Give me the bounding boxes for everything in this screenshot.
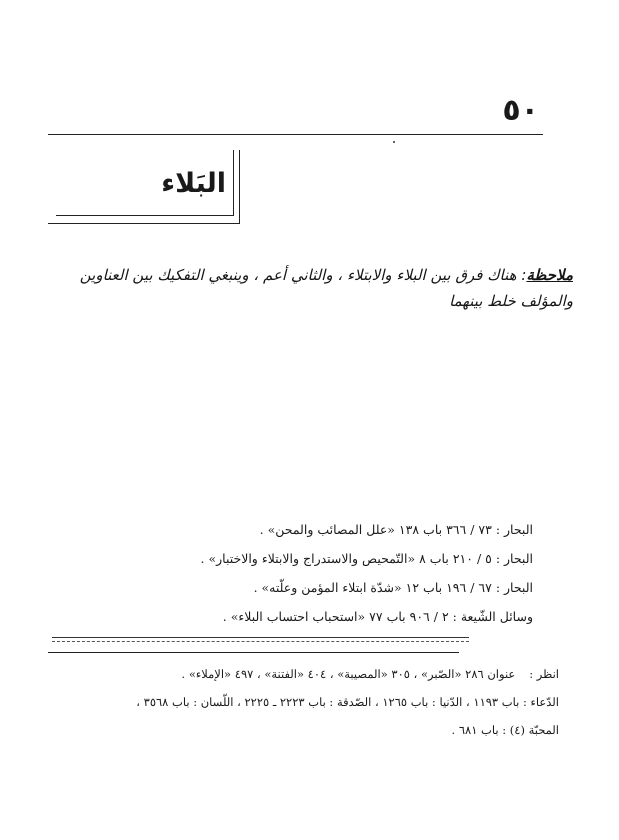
- reference-item: البحار : ٧٣ / ٣٦٦ باب ١٣٨ «علل المصائب والمحن» .: [259, 522, 533, 537]
- see-also-line-2: الدّعاء : باب ١١٩٣ ، الدّنيا : باب ١٢٦٥ ، الصّدقة : باب ٢٢٢٣ ـ ٢٢٢٥ ، اللّسان : باب ٣٥٦٨ ،: [136, 695, 559, 709]
- see-also-line-1: [39, 660, 559, 688]
- handwritten-note-line-2: والمؤلف خلط بينهما: [449, 292, 573, 310]
- footer-rule-upper: [52, 637, 469, 638]
- reference-item: البحار : ٦٧ / ١٩٦ باب ١٢ «شدّة ابتلاء المؤمن وعلّته» .: [253, 580, 533, 595]
- chapter-title: البَلاء: [161, 168, 226, 199]
- header-rule: [48, 134, 543, 135]
- handwritten-note: [53, 262, 573, 314]
- see-also-block: [39, 660, 559, 744]
- see-also-line-3: المحبّة (٤) : باب ٦٨١ .: [451, 723, 559, 737]
- reference-item: وسائل الشّيعة : ٢ / ٩٠٦ باب ٧٧ «استحباب احتساب البلاء» .: [222, 609, 533, 624]
- footer-rule-dashed: [52, 641, 469, 642]
- speck: [393, 141, 395, 143]
- references-list: [63, 515, 533, 631]
- chapter-number: ٥٠: [502, 93, 539, 128]
- handwritten-note-line-1: [53, 262, 573, 288]
- handwritten-note-lead: ملاحظة: [526, 266, 573, 284]
- reference-item: البحار : ٥ / ٢١٠ باب ٨ «التّمحيص والاستدراج والابتلاء والاختبار» .: [200, 551, 533, 566]
- see-also-label: انظر :: [529, 667, 559, 681]
- handwritten-note-text: : هناك فرق بين البلاء والابتلاء ، والثاني أعم ، وينبغي التفكيك بين العناوين: [79, 266, 527, 284]
- see-also-text-1: عنوان ٢٨٦ «الصّبر» ، ٣٠٥ «المصيبة» ، ٤٠٤ «الفتنة» ، ٤٩٧ «الإملاء» .: [181, 667, 516, 681]
- footer-rule-lower: [48, 652, 459, 653]
